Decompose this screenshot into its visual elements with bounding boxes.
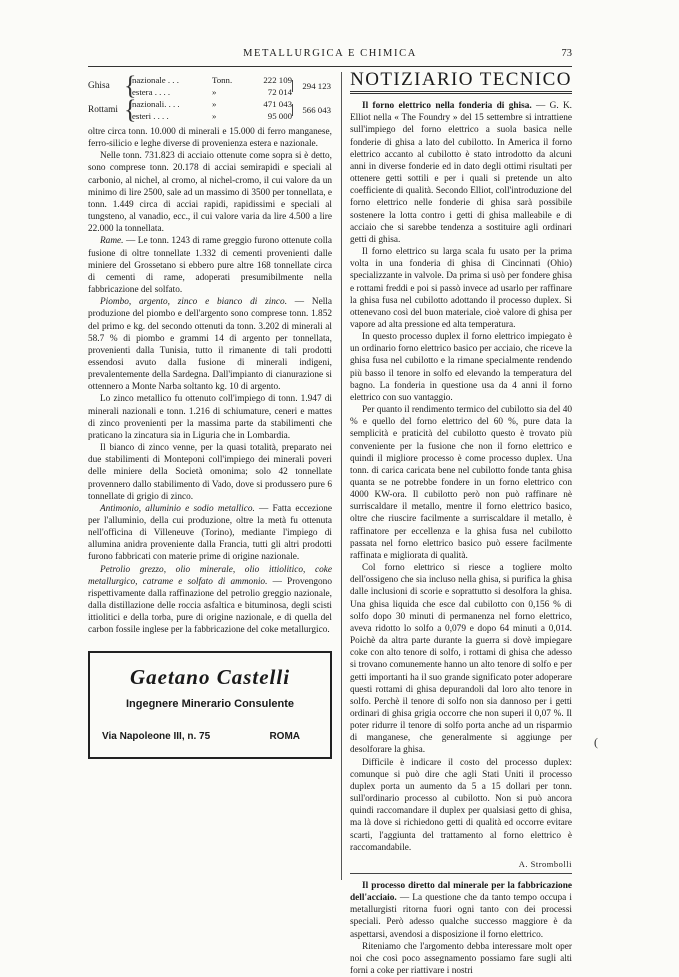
advertiser-name: Gaetano Castelli (129, 664, 291, 689)
production-group-label: Ghisa (88, 80, 110, 91)
advertiser-city: ROMA (269, 730, 300, 742)
advertisement-box (88, 651, 332, 759)
production-row-value: 471 043 (263, 99, 292, 109)
article-title: Il processo diretto dal minerale per la fabbricazione dell'acciaio. (350, 881, 572, 904)
article-rule (350, 873, 572, 874)
column-divider (341, 72, 342, 880)
margin-bracket-icon: ( (594, 735, 598, 749)
paragraph: Riteniamo che l'argomento debba interessare molt oper noi che così poco assegnamento possiamo fare sugli alti forni a coke per riattivare i nostri (350, 941, 572, 977)
page-number: 73 (561, 48, 572, 59)
article-signature: A. Strombolli (518, 858, 572, 869)
section-heading: Rame. (100, 236, 124, 247)
production-group-total: 294 123 (292, 80, 331, 92)
production-row-value: 222 109 (263, 75, 292, 85)
production-table (88, 71, 332, 124)
paragraph-text: — Nella produzione del piombo e dell'argento sono comprese tonn. 1.852 del primo e kg. del secondo ottenuti da tonn. 3.202 di minerali al 58.7 % di piombo e grammi 14 di argento per tonnellata, provenienti dalla Tunisia, tutto il rimanente di tali prodotti essendosi avuto dalla fusione di minerali indigeni, prevalentemente della Sardegna. Dall'impianto di cianurazione si ottennero a Monte Narba soltanto kg. 10 di argento. (88, 297, 333, 393)
advertiser-address: Via Napoleone III, n. 75 (102, 730, 211, 742)
production-row (132, 98, 292, 110)
article-title: Il forno elettrico nella fonderia di ghisa. (362, 101, 532, 112)
production-row-name: nazionali. . . . (132, 99, 180, 109)
paragraph-text: — Fatta eccezione per l'alluminio, della cui produzione, oltre la metà fu ottenuta nell'officina di Villeneuve (Torino), mediante l'impiego di allumina anidra proveniente dalla Francia, tutti gli altri prodotti furono fabbricati con materie prime di origine nazionale. (88, 503, 332, 563)
production-row (132, 86, 292, 98)
production-row-value: 72 014 (267, 87, 292, 97)
article-paragraph (350, 880, 572, 941)
paragraph: In questo processo duplex il forno elettrico impiegato è un ordinario forno elettrico basico per acciaio, che riceve la ghisa fusa nel cubilotto e la rimane specialmente rendendo più basso il tenore in solfo ed elevando la temperatura del bagno. La fonderia in questione usa da 4 anni il forno elettrico con suo vantaggio. (350, 332, 572, 403)
page-header (88, 48, 572, 64)
section-heading: Piombo, argento, zinco e bianco di zinco. (100, 297, 288, 308)
production-row-unit: » (212, 111, 217, 121)
paragraph: Col forno elettrico si riesce a togliere molto dell'ossigeno che sia incluso nella ghisa, si purifica la ghisa dalle inclusioni di scorie e soprattutto si desolfora la ghisa. Una ghisa liquida che esce dal cubilotto con 0,156 % di solfo dopo 30 minuti di permanenza nel forno elettrico, aveva ridotto lo solfo a 0,079 e dopo 64 minuti a 0,014. Poichè da altra parte durante la guerra si dovè impiegare coke con alto tenore di solfo, i rottami di ghisa che adesso si trovano comunemente hanno un alto tenore di solfo e per getti importanti ha il suo grande significato poter adoperare questi rottami di ghisa depurandoli dal loro alto tenore in solfo. Perchè il tenore di solfo non sia dannoso per i getti ordinari di ghisa grigia occorre che non superi il 0,07 %. Il poter ridurre il tenore di solfo porta anche ad un risparmio di manganese, che generalmente si aggiunge per desolforare la ghisa. (350, 563, 572, 756)
section-title: NOTIZIARIO TECNICO (350, 69, 572, 90)
paragraph-petrolio (88, 564, 332, 637)
production-row-name: nazionale . . . (132, 75, 179, 85)
paragraph-rame (88, 235, 332, 296)
production-row-name: estera . . . . (132, 87, 171, 97)
paragraph: oltre circa tonn. 10.000 di minerali e 15.000 di ferro manganese, ferro-silicio e leghe diverse di provenienza estera e nazionale. (88, 127, 332, 150)
left-column (88, 72, 332, 759)
production-row-value: 95 000 (267, 111, 292, 121)
paragraph-antimonio (88, 503, 332, 564)
production-row (132, 110, 292, 122)
running-title: METALLURGICA E CHIMICA (243, 48, 417, 59)
paragraph-piombo (88, 296, 332, 393)
production-row-unit: » (212, 87, 217, 97)
production-row (132, 74, 292, 86)
paragraph: Difficile è indicare il costo del processo duplex: comunque si può dire che agli Stati Uniti il processo duplex porta un aumento da 5 a 15 dollari per tonn. sull'ordinario processo al cubilotto. Non si può ancora quindi raccomandare il duplex per qualsiasi getto di ghisa, ma là dove si richiedono getti di qualità ed occorre evitare scarti, l'aggiunta del trattamento al forno elettrico è raccomandabile. (350, 757, 572, 853)
section-heading: Antimonio, alluminio e sodio metallico. (100, 503, 255, 514)
paragraph: Nelle tonn. 731.823 di acciaio ottenute come sopra si è detto, sono comprese tonn. 20.178 di acciai semirapidi e speciali al carbonio, al nichel, al cromo, al nichel-cromo, il cui valore da un minimo di lire 2500, sale ad un massimo di 3500 per tonnellata, e tonn. 1.449 circa di acciai rapidi, rapidissimi e speciali al tungsteno, al vanadio, ecc., il cui valore varia da lire 4.500 a lire 22.000 la tonnellata. (88, 151, 332, 235)
brace-icon: { (124, 95, 137, 124)
paragraph-text: — Le tonn. 1243 di rame greggio furono ottenute colla fusione di oltre tonnellate 1.332 di cementi provenienti dalle miniere del Grossetano si ebbero pure altre 168 tonnellate circa di cementi di rame, adoperati presumibilmente nella fabbricazione del solfato. (88, 236, 332, 296)
production-group-rottami (88, 95, 332, 124)
paragraph: Per quanto il rendimento termico del cubilotto sia del 40 % e quello del forno elettrico del 60 %, pure data la semplicità e praticità del cubilotto questo è trovato più conveniente per la fusione che non il forno elettrico e quindi il migliore processo è come processo duplex. Una tonn. di carica caricata bene nel cubilotto fonde tanta ghisa quanta se ne potrebbe fondere in un forno elettrico con 4000 KW-ora. Il cubilotto però non può raffinare nè surriscaldare il metallo, mentre il forno elettrico basico, oltre che riuscire facilmente a surriscaldare il metallo, è raffinatore per eccellenza e la ghisa fusa nel cubilotto passata nel forno elettrico basico può essere facilmente raffinata e migliorata di qualità. (350, 405, 572, 561)
paragraph-text: — G. K. Elliot nella « The Foundry » del 15 settembre si intrattiene sull'impiego del forno elettrico a suola basica nelle fonderie di ghisa a lato del cubilotto. In America il forno elettrico accanto al cubilotto è stato introdotto da alcuni anni in diverse fonderie ed in dato degli ottimi risultati per ottenere getti sottili e per i quali si pretende un alto coefficiente di qualità. Secondo Elliot, coll'introduzione del forno elettrico nelle fonderie di ghisa sarà possibile sostenere la lotta contro i getti di ghisa malleabile e di acciaio che si sarebbe tendenza a sostituire agli ordinari getti di ghisa. (350, 101, 572, 245)
paragraph-text: — La questione che da tanto tempo occupa i metallurgisti ritorna fuori ogni tanto con dei processi speciali. Però adesso qualche successo maggiore è da aspettarsi, avendosi a disposizione il forno elettrico. (350, 893, 572, 940)
brace-icon: { (124, 71, 137, 100)
section-rule (350, 91, 572, 94)
paragraph: Lo zinco metallico fu ottenuto coll'impiego di tonn. 1.947 di minerali nazionali e tonn. 1.216 di schiumature, ceneri e mattes di zinco provenienti per la massima parte da stabilimenti che praticano la zincatura sia in Liguria che in Lombardia. (88, 394, 332, 441)
paragraph-text: — Provengono rispettivamente dalla raffinazione del petrolio greggio nazionale, dalla distillazione delle roccia asfaltica e bituminosa, degli scisti ittiolitici e della torba, pure di origine nazionale, e di quella del carbon fossile inglese per la fabbricazione del coke metallurgico. (88, 576, 332, 636)
production-row-name: esteri . . . . (132, 111, 169, 121)
production-row-unit: Tonn. (212, 75, 233, 85)
paragraph: Il forno elettrico su larga scala fu usato per la prima volta in una fonderia di ghisa di Cincinnati (Ohio) specializzante in valvole. Da prima si usò per fondere ghisa e rottami freddi e poi si passò invece ad usarlo per raffinare la ghisa fusa nel cubilotto adottando il processo duplex. Si ottenevano così del buon materiale, cioè valore di ghisa per vapore ad alta pressione ed alta temperatura. (350, 247, 572, 330)
paragraph: Il bianco di zinco venne, per la quasi totalità, preparato nei due stabilimenti di Monteponi coll'impiego dei minerali poveri delle miniere della Società omonima; solo 42 tonnellate provennero dallo stabilimento di Vado, dove si produssero pure 6 tonnellate di grigio di zinco. (88, 443, 332, 502)
section-heading: Petrolio grezzo, olio minerale, olio ittiolitico, coke metallurgico, catrame e solfato di ammonio. (88, 564, 332, 587)
article-paragraph (350, 100, 572, 246)
advertiser-role: Ingegnere Minerario Consulente (125, 697, 295, 710)
production-row-unit: » (212, 99, 217, 109)
production-group-label: Rottami (88, 104, 118, 115)
header-rule (88, 66, 572, 67)
right-column (350, 69, 572, 977)
production-group-total: 566 043 (292, 104, 331, 116)
